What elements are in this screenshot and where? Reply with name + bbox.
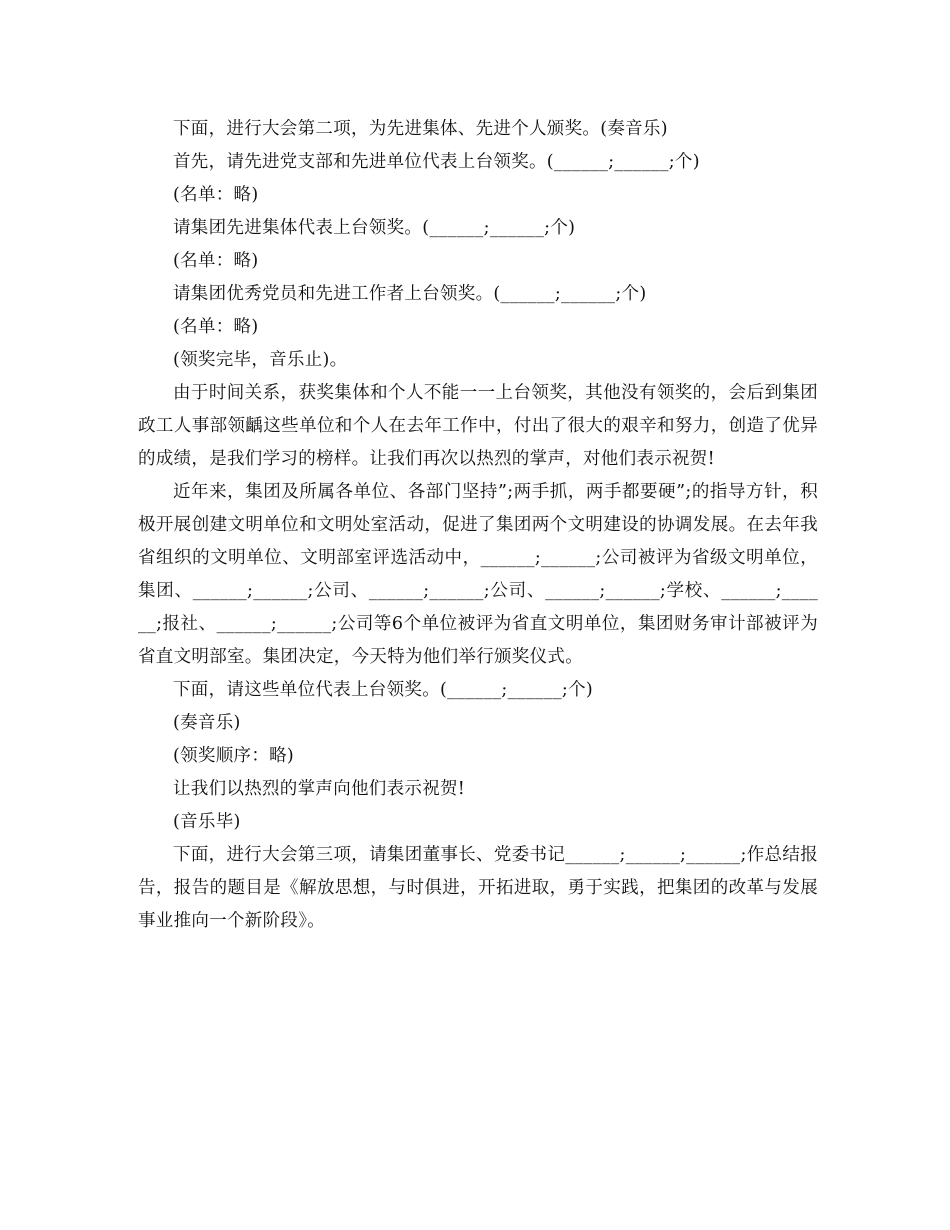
paragraph-music-end: (音乐毕): [173, 812, 241, 832]
paragraph-unit-reps-award: 下面，请这些单位代表上台领奖。(______;______;个): [173, 680, 594, 700]
paragraph-third-item-report: 下面，进行大会第三项，请集团董事长、党委书记______;______;______;作总结报告，报告的题目是《解放思想，与时俱进，开拓进取，勇于实践，把集团的改革与发展事业推向一个新阶段》。: [138, 845, 818, 931]
paragraph-play-music: (奏音乐): [173, 713, 241, 733]
paragraph-party-branch-award: 首先，请先进党支部和先进单位代表上台领奖。(______;______;个): [173, 152, 700, 172]
paragraph-award-intro: 下面，进行大会第二项，为先进集体、先进个人颁奖。(奏音乐): [173, 119, 668, 139]
paragraph-member-award: 请集团优秀党员和先进工作者上台领奖。(______;______;个): [173, 284, 647, 304]
paragraph-list-omitted-2: (名单：略): [173, 251, 259, 271]
paragraph-list-omitted-3: (名单：略): [173, 317, 259, 337]
paragraph-civilization-units: 近年来，集团及所属各单位、各部门坚持”;两手抓，两手都要硬”;的指导方针，积极开展创建文明单位和文明处室活动，促进了集团两个文明建设的协调发展。在去年我省组织的文明单位、文明部室评选活动中，______;______;公司被评为省级文明单位，集团、______;______;公司、______;______;公司、______;______;学校、______;______;报社、______;______;公司等6个单位被评为省直文明单位，集团财务审计部被评为省直文明部室。集团决定，今天特为他们举行颁奖仪式。: [138, 482, 818, 667]
paragraph-list-omitted-1: (名单：略): [173, 185, 259, 205]
paragraph-award-order: (领奖顺序：略): [173, 746, 295, 766]
paragraph-time-note: 由于时间关系，获奖集体和个人不能一一上台领奖，其他没有领奖的，会后到集团政工人事部领齲这些单位和个人在去年工作中，付出了很大的艰辛和努力，创造了优异的成绩，是我们学习的榜样。让我们再次以热烈的掌声，对他们表示祝贺!: [138, 383, 818, 469]
paragraph-collective-award: 请集团先进集体代表上台领奖。(______;______;个): [173, 218, 576, 238]
document-body: [138, 113, 818, 938]
paragraph-applause: 让我们以热烈的掌声向他们表示祝贺!: [173, 779, 466, 799]
paragraph-award-finished: (领奖完毕，音乐止)。: [173, 350, 348, 370]
